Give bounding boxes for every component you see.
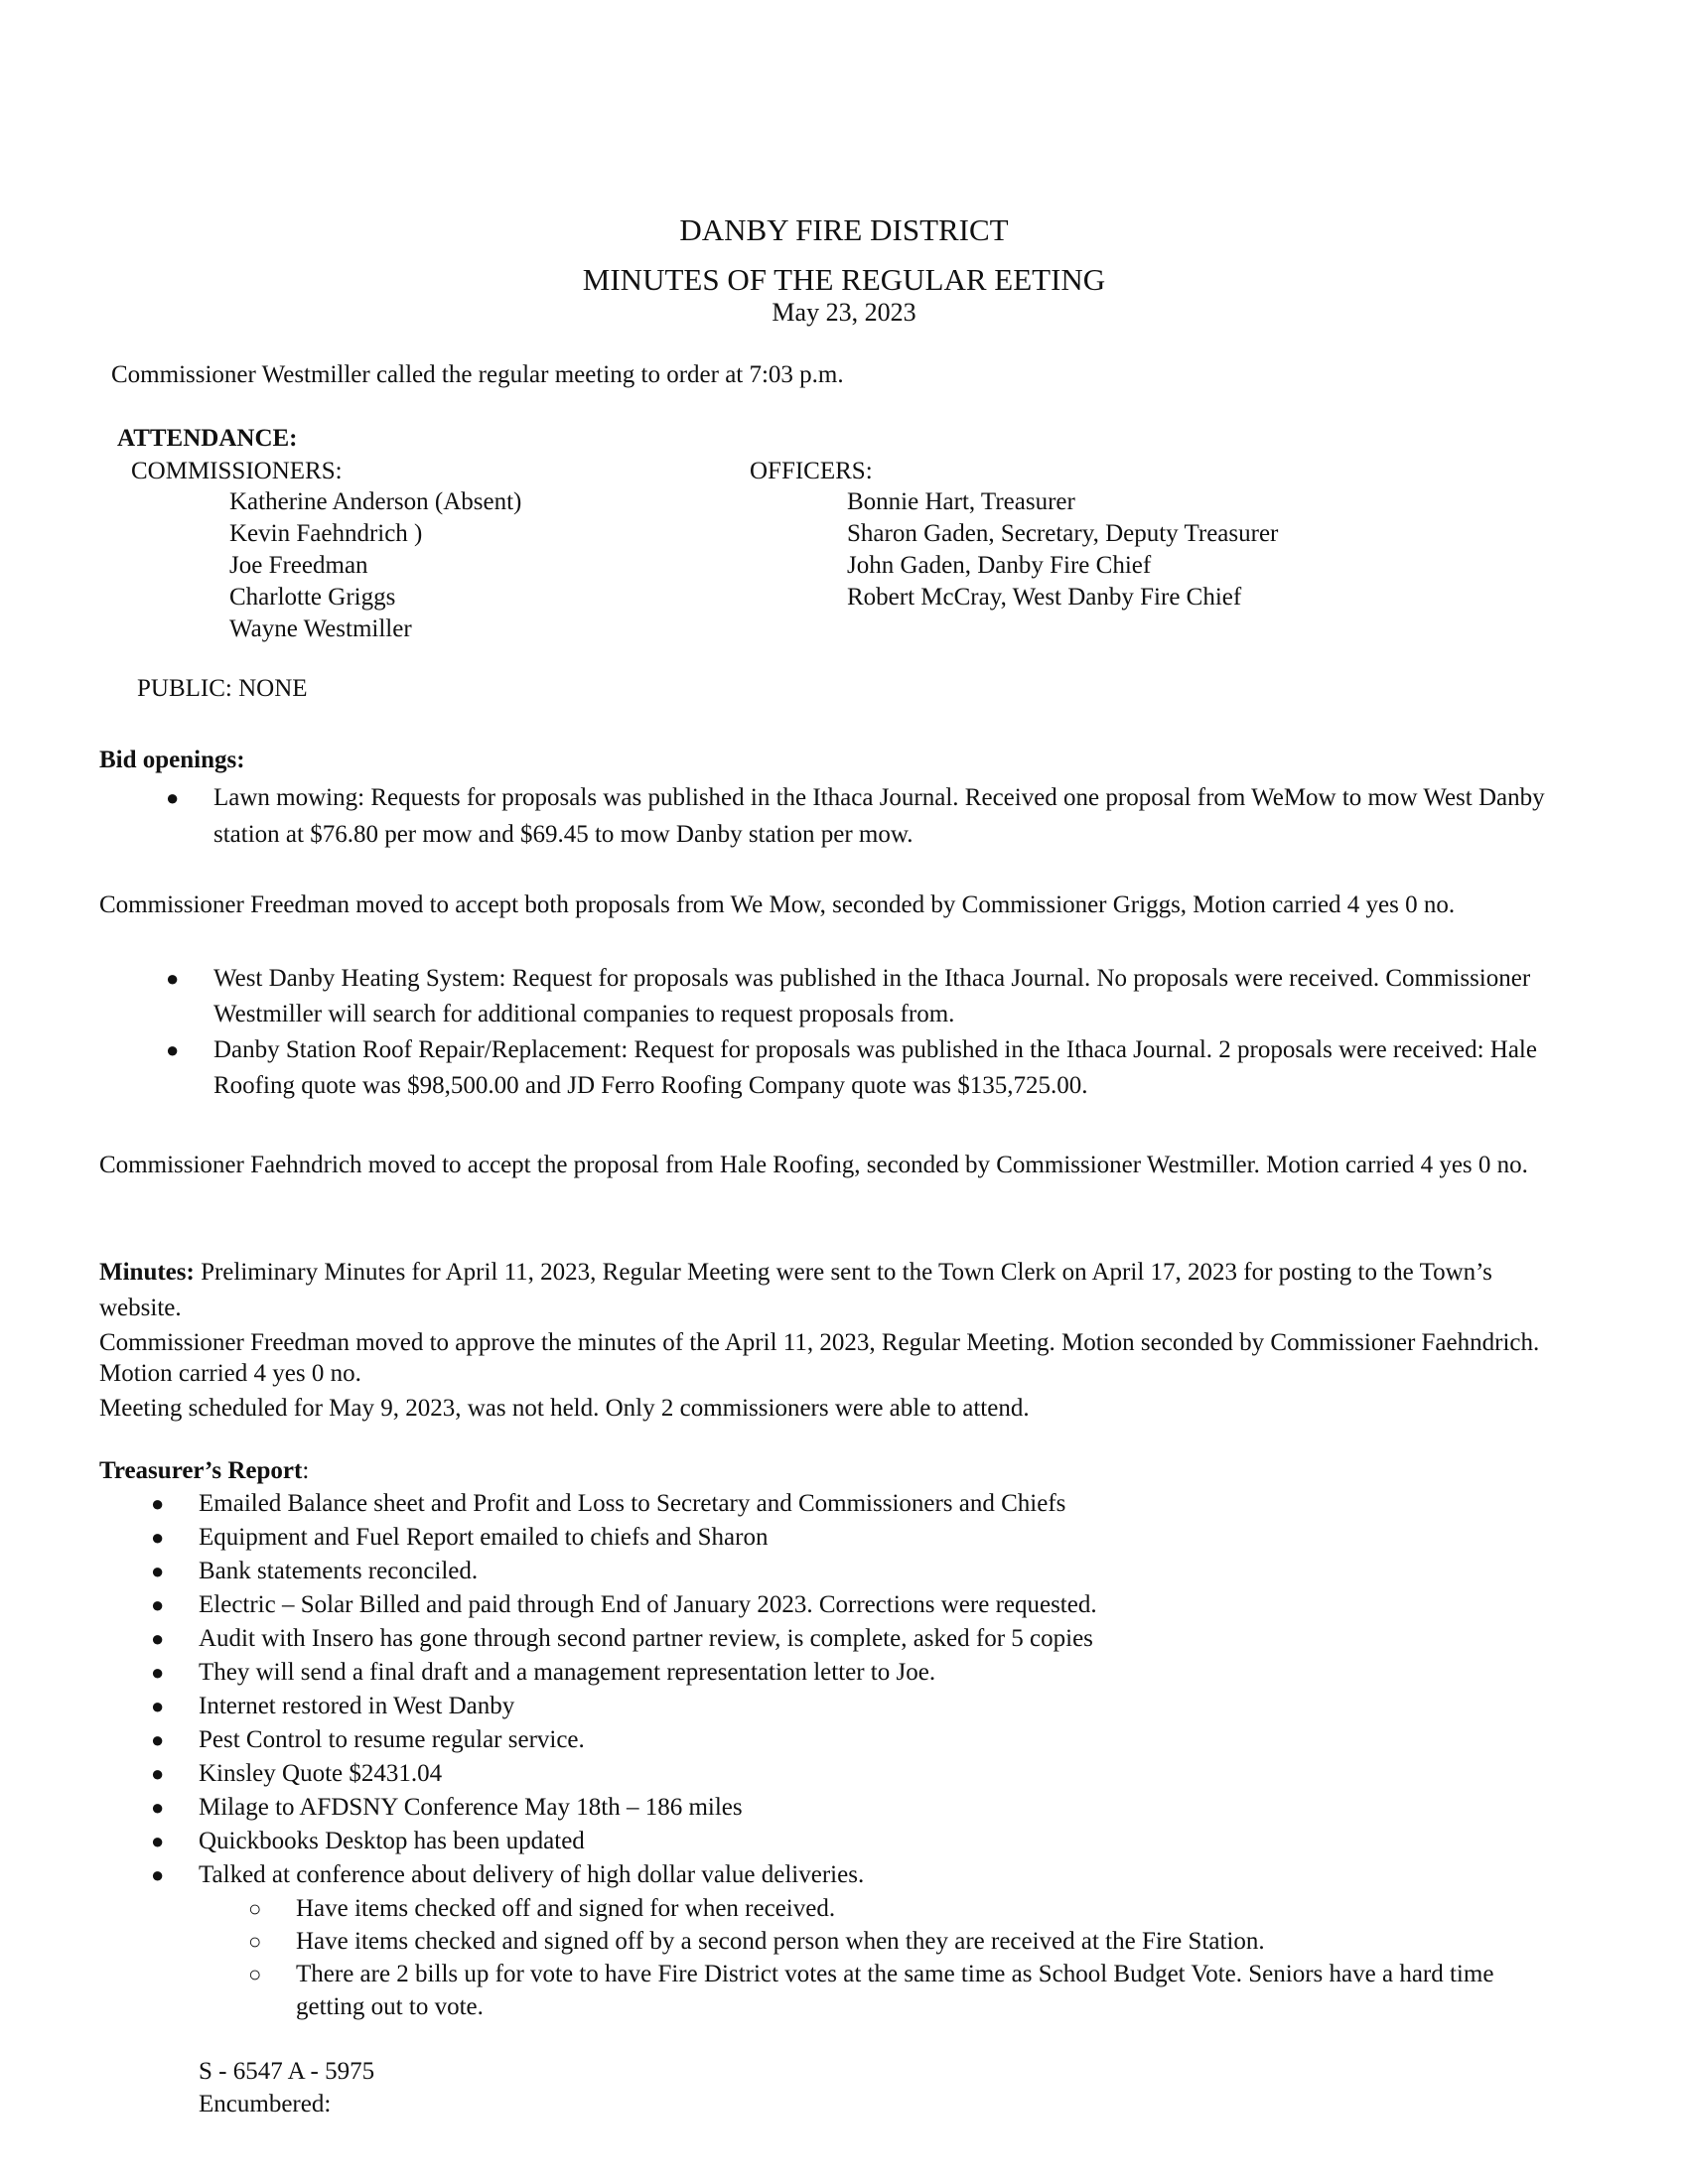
treasurer-sublist (248, 1892, 1497, 2023)
officers-list (847, 486, 1278, 614)
call-to-order: Commissioner Westmiller called the regular meeting to order at 7:03 p.m. (111, 361, 844, 388)
list-item: ● Pest Control to resume regular service. (199, 1723, 1579, 1757)
commissioners-list (229, 486, 521, 645)
commissioner-name: Kevin Faehndrich ) (229, 520, 423, 547)
list-item: ● Milage to AFDSNY Conference May 18th – 186 miles (199, 1791, 1579, 1825)
list-item: ○ There are 2 bills up for vote to have Fire District votes at the same time as School Budget Vote. Seniors have a hard time getting out to vote. (296, 1958, 1497, 2023)
list-item: ● Talked at conference about delivery of high dollar value deliveries. (199, 1858, 1579, 1892)
circle-bullet-icon: ○ (248, 1929, 262, 1954)
bids-list-2 (166, 961, 1579, 1104)
bullet-icon: ● (151, 1626, 165, 1651)
circle-bullet-icon: ○ (248, 1962, 262, 1986)
list-item: ● Danby Station Roof Repair/Replacement: Request for proposals was published in the Ithaca Journal. 2 proposals were received: Hale Roofing quote was $98,500.00 and JD Ferro Roofing Company quote was $135,725.00. (213, 1032, 1579, 1104)
officer-name: John Gaden, Danby Fire Chief (847, 552, 1152, 579)
officer-name: Robert McCray, West Danby Fire Chief (847, 584, 1242, 611)
officers-label: OFFICERS: (750, 458, 873, 484)
attendance-heading: ATTENDANCE: (117, 425, 298, 452)
officer-name: Bonnie Hart, Treasurer (847, 488, 1075, 515)
bullet-icon: ● (151, 1525, 165, 1550)
bullet-icon: ● (151, 1829, 165, 1853)
district-title: DANBY FIRE DISTRICT (679, 212, 1009, 247)
list-item: ○ Have items checked and signed off by a second person when they are received at the Fire Station. (296, 1925, 1497, 1958)
commissioner-name: Katherine Anderson (Absent) (229, 488, 522, 515)
bullet-icon: ● (151, 1694, 165, 1718)
bullet-icon: ● (166, 1037, 180, 1062)
meeting-date: May 23, 2023 (772, 298, 916, 327)
meeting-not-held: Meeting scheduled for May 9, 2023, was not held. Only 2 commissioners were able to attend. (99, 1395, 1030, 1422)
bullet-icon: ● (166, 966, 180, 991)
public-attendance: PUBLIC: NONE (137, 675, 308, 702)
list-item: ● West Danby Heating System: Request for proposals was published in the Ithaca Journal. No proposals were received. Commissioner Westmiller will search for additional companies to request proposals from. (213, 961, 1579, 1032)
list-item: ● Internet restored in West Danby (199, 1690, 1579, 1723)
bullet-icon: ● (151, 1559, 165, 1583)
list-item: ● Emailed Balance sheet and Profit and Loss to Secretary and Commissioners and Chiefs (199, 1487, 1579, 1521)
bullet-icon: ● (151, 1660, 165, 1685)
bullet-icon: ● (151, 1592, 165, 1617)
list-item: ○ Have items checked off and signed for when received. (296, 1892, 1497, 1925)
list-item: ● Equipment and Fuel Report emailed to chiefs and Sharon (199, 1521, 1579, 1555)
commissioner-name: Charlotte Griggs (229, 584, 396, 611)
commissioner-name: Wayne Westmiller (229, 615, 412, 642)
bids-heading: Bid openings: (99, 747, 245, 773)
treasurer-heading: Treasurer’s Report: (99, 1457, 310, 1484)
bullet-icon: ● (166, 785, 180, 810)
officer-name: Sharon Gaden, Secretary, Deputy Treasurer (847, 520, 1279, 547)
roof-motion: Commissioner Faehndrich moved to accept the proposal from Hale Roofing, seconded by Commissioner Westmiller. Motion carried 4 yes 0 no. (99, 1152, 1528, 1178)
minutes-approval: Commissioner Freedman moved to approve the minutes of the April 11, 2023, Regular Meeting. Motion seconded by Commissioner Faehndrich. Motion carried 4 yes 0 no. (99, 1329, 1540, 1387)
bullet-icon: ● (151, 1761, 165, 1786)
treasurer-list (151, 1487, 1579, 1892)
list-item: ● Audit with Insero has gone through second partner review, is complete, asked for 5 copies (199, 1622, 1579, 1656)
document-title: MINUTES OF THE REGULAR EETING (582, 262, 1106, 297)
commissioner-name: Joe Freedman (229, 552, 368, 579)
bullet-icon: ● (151, 1795, 165, 1820)
bullet-icon: ● (151, 1862, 165, 1887)
bullet-icon: ● (151, 1727, 165, 1752)
circle-bullet-icon: ○ (248, 1896, 262, 1921)
bids-list-1 (166, 779, 1579, 853)
encumbered-label: Encumbered: (199, 2091, 332, 2117)
list-item: ● Bank statements reconciled. (199, 1555, 1579, 1588)
balance-note: S - 6547 A - 5975 (199, 2058, 375, 2085)
commissioners-label: COMMISSIONERS: (131, 458, 343, 484)
list-item: ● Kinsley Quote $2431.04 (199, 1757, 1579, 1791)
list-item: ● Quickbooks Desktop has been updated (199, 1825, 1579, 1858)
list-item: ● Electric – Solar Billed and paid through End of January 2023. Corrections were requested. (199, 1588, 1579, 1622)
minutes-paragraph: Minutes: Preliminary Minutes for April 11, 2023, Regular Meeting were sent to the Town Clerk on April 17, 2023 for posting to the Town’s website. (99, 1259, 1492, 1321)
bullet-icon: ● (151, 1491, 165, 1516)
list-item: ● They will send a final draft and a management representation letter to Joe. (199, 1656, 1579, 1690)
list-item: ● Lawn mowing: Requests for proposals was published in the Ithaca Journal. Received one proposal from WeMow to mow West Danby station at $76.80 per mow and $69.45 to mow Danby station per mow. (213, 779, 1579, 853)
lawn-motion: Commissioner Freedman moved to accept both proposals from We Mow, seconded by Commissioner Griggs, Motion carried 4 yes 0 no. (99, 891, 1456, 918)
